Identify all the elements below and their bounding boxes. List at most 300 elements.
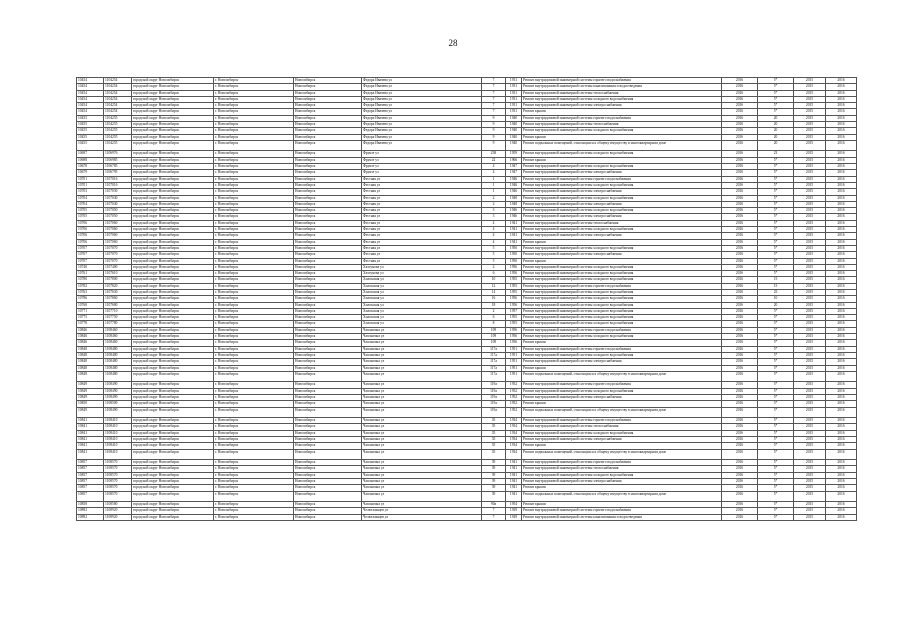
table-cell: 5* — [758, 382, 794, 388]
table-cell: городской округ Новосибирск — [132, 277, 214, 283]
table-cell: г. Новосибирск — [214, 334, 294, 340]
table-cell: 2016 — [722, 252, 758, 258]
table-cell: Ремонт внутридомовой инженерной системы теплоснабжения — [522, 424, 722, 430]
table-cell: 10455 — [77, 140, 104, 151]
table-cell: 5* — [758, 208, 794, 214]
table-row — [77, 371, 857, 382]
table-cell: Ремонт внутридомовой инженерной системы холодного водоснабжения — [522, 277, 722, 283]
table-cell: 2016 — [826, 472, 857, 478]
table-cell: г. Новосибирск — [214, 418, 294, 424]
table-cell: Чаплыгина ул — [362, 443, 482, 449]
table-cell: Ремонт внутридомовой инженерной системы холодного водоснабжения — [522, 195, 722, 201]
table-cell: 10780 — [77, 277, 104, 283]
table-cell: 5* — [758, 258, 794, 264]
table-cell: 2015 — [794, 164, 826, 170]
table-cell: 5* — [758, 443, 794, 449]
table-cell: г. Новосибирск — [214, 227, 294, 233]
table-cell: 2015 — [794, 239, 826, 245]
table-cell: г. Новосибирск — [214, 245, 294, 251]
table-cell: 10849 — [77, 382, 104, 388]
table-cell: 7 — [482, 103, 506, 109]
table-cell: 1107780 — [104, 321, 132, 327]
table-cell: Ремонт внутридомовой инженерной системы электроснабжения — [522, 201, 722, 207]
table-cell: 18 — [482, 302, 506, 308]
table-cell: Ремонт внутридомовой инженерной системы холодного водоснабжения — [522, 315, 722, 321]
table-cell: Новосибирск — [294, 430, 362, 436]
table-cell: Хилокская ул — [362, 321, 482, 327]
table-cell: 2016 — [722, 164, 758, 170]
table-cell: 5* — [758, 460, 794, 466]
table-cell: 5* — [758, 424, 794, 430]
table-cell: г. Новосибирск — [214, 122, 294, 128]
table-cell: городской округ Новосибирск — [132, 359, 214, 365]
table-cell: Федора Ивачева ул — [362, 122, 482, 128]
table-cell: Новосибирск — [294, 401, 362, 407]
table-cell: 2016 — [826, 315, 857, 321]
table-cell: Новосибирск — [294, 128, 362, 134]
table-cell: 2016 — [722, 508, 758, 514]
table-cell: Ремонт внутридомовой инженерной системы холодного водоснабжения — [522, 290, 722, 296]
table-cell: Ремонт крыши — [522, 485, 722, 491]
table-cell: 10849 — [77, 407, 104, 418]
table-cell: Новосибирск — [294, 252, 362, 258]
table-cell: 2016 — [722, 371, 758, 382]
table-cell: Чаплыгина ул — [362, 485, 482, 491]
table-cell: 2015 — [794, 109, 826, 115]
table-cell: 2016 — [826, 401, 857, 407]
table-cell: 1946 — [506, 182, 522, 188]
table-cell: 2016 — [722, 283, 758, 289]
table-cell: 2016 — [722, 90, 758, 96]
table-cell: Фрунзе ул — [362, 151, 482, 157]
table-cell: Ремонт внутридомовой инженерной системы канализования и водоотведения — [522, 514, 722, 520]
table-cell: 10848 — [77, 365, 104, 371]
table-cell: Ремонт внутридомовой инженерной системы теплоснабжения — [522, 122, 722, 128]
table-cell: 10841 — [77, 436, 104, 442]
table-cell: 2016 — [826, 382, 857, 388]
table-cell: 5* — [758, 157, 794, 163]
table-cell: 1106795 — [104, 170, 132, 176]
table-cell: 2015 — [794, 78, 826, 84]
table-cell: Ремонт внутридомовой инженерной системы холодного водоснабжения — [522, 182, 722, 188]
table-cell: городской округ Новосибирск — [132, 502, 214, 508]
table-cell: Новосибирск — [294, 485, 362, 491]
table-cell: 20 — [758, 115, 794, 121]
table-cell: Фестная ул — [362, 176, 482, 182]
table-cell: 2016 — [722, 388, 758, 394]
table-cell: 10849 — [77, 394, 104, 400]
table-cell: 2016 — [826, 290, 857, 296]
table-cell: 10678 — [77, 164, 104, 170]
table-cell: Чаплыгина ул — [362, 472, 482, 478]
table-cell: 2015 — [794, 308, 826, 314]
table-cell: 2016 — [826, 514, 857, 520]
table-cell: 117а — [482, 346, 506, 352]
table-cell: 1 — [482, 182, 506, 188]
table-cell: 2016 — [722, 315, 758, 321]
table-cell: Фестная ул — [362, 214, 482, 220]
table-cell: 1107040 — [104, 195, 132, 201]
table-cell: 1929 — [506, 514, 522, 520]
table-cell: 2016 — [722, 84, 758, 90]
table-cell: Новосибирск — [294, 201, 362, 207]
table-cell: 2016 — [722, 96, 758, 102]
table-cell: 1108480 — [104, 352, 132, 358]
table-cell: Новосибирск — [294, 151, 362, 157]
table-cell: 2016 — [826, 485, 857, 491]
table-cell: 1946 — [506, 176, 522, 182]
table-cell: Федора Ивачева ул — [362, 140, 482, 151]
table-cell: 10706 — [77, 233, 104, 239]
table-cell: Новосибирск — [294, 176, 362, 182]
table-cell: 2015 — [794, 334, 826, 340]
table-cell: Новосибирск — [294, 502, 362, 508]
table-cell: 1107400 — [104, 264, 132, 270]
table-cell: 2016 — [826, 103, 857, 109]
table-cell: 2016 — [826, 371, 857, 382]
table-cell: 1950 — [506, 258, 522, 264]
table-cell: 2016 — [826, 352, 857, 358]
table-cell: 2016 — [722, 321, 758, 327]
table-cell: 1934 — [506, 443, 522, 449]
table-cell: Новосибирск — [294, 424, 362, 430]
table-cell: Новосибирск — [294, 365, 362, 371]
table-cell: 1108480 — [104, 346, 132, 352]
table-cell: Фестная ул — [362, 201, 482, 207]
table-cell: городской округ Новосибирск — [132, 252, 214, 258]
table-cell: городской округ Новосибирск — [132, 90, 214, 96]
table-cell: городской округ Новосибирск — [132, 176, 214, 182]
table-cell: Новосибирск — [294, 115, 362, 121]
table-cell: Новосибирск — [294, 394, 362, 400]
table-cell: 1941 — [506, 233, 522, 239]
table-cell: 5* — [758, 220, 794, 226]
table-cell: Ремонт внутридомовой инженерной системы холодного водоснабжения — [522, 271, 722, 277]
table-cell: г. Новосибирск — [214, 271, 294, 277]
table-cell: 2016 — [722, 443, 758, 449]
table-cell: 10706 — [77, 227, 104, 233]
table-cell: 2015 — [794, 430, 826, 436]
table-cell: 12 — [482, 283, 506, 289]
table-cell: городской округ Новосибирск — [132, 140, 214, 151]
table-cell: Чаплыгина ул — [362, 401, 482, 407]
table-cell: 1941 — [506, 220, 522, 226]
table-cell: 1956 — [506, 340, 522, 346]
table-cell: г. Новосибирск — [214, 449, 294, 460]
table-cell: 10 — [758, 296, 794, 302]
table-cell: 10848 — [77, 371, 104, 382]
table-cell: 14 — [482, 290, 506, 296]
table-cell: г. Новосибирск — [214, 365, 294, 371]
table-cell: 1108480 — [104, 359, 132, 365]
table-cell: 10775 — [77, 315, 104, 321]
table-cell: Новосибирск — [294, 315, 362, 321]
table-cell: Новосибирск — [294, 491, 362, 502]
table-cell: 1107060 — [104, 233, 132, 239]
table-cell: 2016 — [826, 296, 857, 302]
table-cell: г. Новосибирск — [214, 315, 294, 321]
table-cell: городской округ Новосибирск — [132, 233, 214, 239]
table-cell: 2016 — [826, 277, 857, 283]
table-cell: 1931 — [506, 78, 522, 84]
table-cell: городской округ Новосибирск — [132, 103, 214, 109]
table-cell: г. Новосибирск — [214, 478, 294, 484]
table-cell: Фестная ул — [362, 182, 482, 188]
table-cell: 1107060 — [104, 227, 132, 233]
table-cell: 109 — [482, 327, 506, 333]
table-cell: 1104254 — [104, 84, 132, 90]
table-cell: 2015 — [794, 371, 826, 382]
table-cell: Новосибирск — [294, 214, 362, 220]
table-cell: 1934 — [506, 424, 522, 430]
table-cell: 2015 — [794, 258, 826, 264]
table-cell: 6 — [482, 271, 506, 277]
table-cell: 2016 — [722, 430, 758, 436]
table-cell: Ремонт внутридомовой инженерной системы электроснабжения — [522, 214, 722, 220]
table-cell: 2015 — [794, 302, 826, 308]
table-cell: 1934 — [506, 436, 522, 442]
table-cell: 2016 — [722, 157, 758, 163]
table-cell: 1107800 — [104, 277, 132, 283]
table-cell: 1952 — [506, 388, 522, 394]
table-cell: 1107750 — [104, 315, 132, 321]
table-cell: 1108490 — [104, 388, 132, 394]
table-cell: 2016 — [722, 478, 758, 484]
table-cell: 2015 — [794, 283, 826, 289]
table-cell: 1941 — [506, 491, 522, 502]
table-cell: г. Новосибирск — [214, 208, 294, 214]
table-cell: 10454 — [77, 84, 104, 90]
table-cell: Новосибирск — [294, 352, 362, 358]
table-cell: 5* — [758, 352, 794, 358]
table-cell: 10701 — [77, 176, 104, 182]
table-cell: г. Новосибирск — [214, 134, 294, 140]
table-cell: городской округ Новосибирск — [132, 340, 214, 346]
table-cell: 1941 — [506, 239, 522, 245]
table-cell: 1955 — [506, 290, 522, 296]
table-cell: 5* — [758, 514, 794, 520]
table-row — [77, 491, 857, 502]
table-cell: 1966 — [506, 157, 522, 163]
table-cell: 5* — [758, 103, 794, 109]
table-cell: 2016 — [826, 115, 857, 121]
table-cell: 2015 — [794, 208, 826, 214]
table-cell: 10454 — [77, 109, 104, 115]
table-cell: 5* — [758, 233, 794, 239]
table-cell: 1940 — [506, 140, 522, 151]
table-cell: 2015 — [794, 436, 826, 442]
table-cell: г. Новосибирск — [214, 508, 294, 514]
table-cell: 117а — [482, 365, 506, 371]
table-cell: г. Новосибирск — [214, 346, 294, 352]
table-cell: 5* — [758, 478, 794, 484]
table-cell: 2015 — [794, 466, 826, 472]
table-cell: 2016 — [722, 245, 758, 251]
table-cell: 10697 — [77, 151, 104, 157]
table-cell: 7 — [482, 514, 506, 520]
table-cell: 1934 — [506, 449, 522, 460]
table-cell: 2 — [482, 201, 506, 207]
table-cell: Ремонт подвальных помещений, относящихся к общему имуществу в многоквартирном доме — [522, 140, 722, 151]
table-cell: 39 — [482, 491, 506, 502]
table-cell: Ремонт внутридомовой инженерной системы холодного водоснабжения — [522, 264, 722, 270]
table-cell: 5* — [758, 308, 794, 314]
table-cell: 2016 — [722, 115, 758, 121]
table-cell: 2015 — [794, 176, 826, 182]
table-cell: 2015 — [794, 346, 826, 352]
table-cell: Ремонт внутридомовой инженерной системы электроснабжения — [522, 394, 722, 400]
table-cell: 2016 — [722, 220, 758, 226]
table-cell: Новосибирск — [294, 245, 362, 251]
table-cell: 2016 — [722, 302, 758, 308]
table-cell: Ремонт внутридомовой инженерной системы электроснабжения — [522, 436, 722, 442]
table-cell: 2016 — [826, 134, 857, 140]
table-cell: 35 — [482, 418, 506, 424]
table-cell: 2016 — [722, 407, 758, 418]
table-cell: г. Новосибирск — [214, 189, 294, 195]
table-cell: Федора Ивачева ул — [362, 78, 482, 84]
table-cell: 10892 — [77, 514, 104, 520]
table-cell: 2015 — [794, 245, 826, 251]
table-cell: Чаплыгина ул — [362, 407, 482, 418]
table-cell: 2015 — [794, 321, 826, 327]
table-cell: 1 — [482, 189, 506, 195]
table-cell: 2015 — [794, 252, 826, 258]
table-cell: 10782 — [77, 283, 104, 289]
table-cell: городской округ Новосибирск — [132, 109, 214, 115]
table-cell: 90а — [482, 502, 506, 508]
table-cell: Ремонт внутридомовой инженерной системы горячего водоснабжения — [522, 327, 722, 333]
table-cell: 10701 — [77, 182, 104, 188]
table-cell: 5* — [758, 371, 794, 382]
table-cell: 1107710 — [104, 308, 132, 314]
table-cell: 10454 — [77, 90, 104, 96]
table-cell: 2 — [482, 195, 506, 201]
table-cell: 2015 — [794, 382, 826, 388]
table-cell: 2016 — [826, 327, 857, 333]
table-cell: 1956 — [506, 327, 522, 333]
table-cell: 10707 — [77, 258, 104, 264]
table-cell: 5* — [758, 472, 794, 478]
table-cell: 1104254 — [104, 78, 132, 84]
table-cell: г. Новосибирск — [214, 436, 294, 442]
table-cell: 1108580 — [104, 502, 132, 508]
table-cell: 10857 — [77, 460, 104, 466]
table-cell: 10455 — [77, 128, 104, 134]
table-cell: Ремонт внутридомовой инженерной системы холодного водоснабжения — [522, 321, 722, 327]
table-cell: 2015 — [794, 514, 826, 520]
table-cell: 1108460 — [104, 334, 132, 340]
table-cell: 1107050 — [104, 214, 132, 220]
table-cell: Новосибирск — [294, 508, 362, 514]
table-cell: Чаплыгина ул — [362, 460, 482, 466]
table-cell: 39 — [482, 460, 506, 466]
table-cell: 1955 — [506, 283, 522, 289]
table-cell: 1108410 — [104, 443, 132, 449]
table-cell: 10857 — [77, 466, 104, 472]
table-cell: 2016 — [826, 264, 857, 270]
table-cell: 2016 — [722, 264, 758, 270]
table-cell: Чаплыгина ул — [362, 340, 482, 346]
table-cell: 2016 — [722, 382, 758, 388]
table-cell: 1940 — [506, 128, 522, 134]
table-cell: 1104254 — [104, 90, 132, 96]
table-cell: Новосибирск — [294, 264, 362, 270]
table-cell: 2016 — [722, 365, 758, 371]
table-cell: 2016 — [826, 491, 857, 502]
table-cell: Новосибирск — [294, 220, 362, 226]
table-cell: 2016 — [826, 418, 857, 424]
table-cell: 2016 — [826, 424, 857, 430]
table-cell: 2016 — [826, 140, 857, 151]
table-cell: Новосибирск — [294, 208, 362, 214]
table-cell: 2016 — [826, 388, 857, 394]
table-cell: 9 — [482, 134, 506, 140]
table-cell: Ремонт внутридомовой инженерной системы холодного водоснабжения — [522, 472, 722, 478]
table-cell: Фрунзе ул — [362, 157, 482, 163]
table-cell: Ремонт внутридомовой инженерной системы холодного водоснабжения — [522, 151, 722, 157]
table-cell: городской округ Новосибирск — [132, 134, 214, 140]
table-cell: Ремонт внутридомовой инженерной системы горячего водоснабжения — [522, 283, 722, 289]
table-cell: 7 — [482, 508, 506, 514]
table-cell: 10771 — [77, 308, 104, 314]
table-cell: городской округ Новосибирск — [132, 394, 214, 400]
table-cell: г. Новосибирск — [214, 308, 294, 314]
table-cell: 5* — [758, 109, 794, 115]
table-cell: 5* — [758, 252, 794, 258]
table-cell: 1952 — [506, 407, 522, 418]
table-cell: 2016 — [826, 346, 857, 352]
table-cell: Новосибирск — [294, 84, 362, 90]
table-cell: 1934 — [506, 418, 522, 424]
table-cell: 10705 — [77, 214, 104, 220]
table-cell: 119а — [482, 401, 506, 407]
table-cell: 109 — [482, 334, 506, 340]
table-cell: Федора Ивачева ул — [362, 90, 482, 96]
table-cell: 10706 — [77, 239, 104, 245]
table-cell: 1931 — [506, 109, 522, 115]
table-cell: Чаплыгина ул — [362, 382, 482, 388]
table-cell: 1104255 — [104, 122, 132, 128]
table-cell: Ремонт внутридомовой инженерной системы холодного водоснабжения — [522, 96, 722, 102]
table-cell: 109 — [482, 340, 506, 346]
table-cell: Хахтунова ул — [362, 264, 482, 270]
table-cell: городской округ Новосибирск — [132, 346, 214, 352]
table-cell: 39 — [482, 478, 506, 484]
table-cell: 10454 — [77, 78, 104, 84]
table-cell: Ремонт внутридомовой инженерной системы холодного водоснабжения — [522, 245, 722, 251]
table-cell: городской округ Новосибирск — [132, 478, 214, 484]
table-cell: 2016 — [722, 258, 758, 264]
table-cell: 2016 — [722, 401, 758, 407]
table-cell: 1108570 — [104, 460, 132, 466]
table-cell: Фрунзе ул — [362, 170, 482, 176]
table-cell: 7 — [482, 109, 506, 115]
table-cell: 2016 — [826, 302, 857, 308]
table-cell: 5* — [758, 491, 794, 502]
table-cell: 2016 — [826, 182, 857, 188]
table-cell: городской округ Новосибирск — [132, 189, 214, 195]
table-cell: Ремонт внутридомовой инженерной системы теплоснабжения — [522, 466, 722, 472]
table-cell: Ремонт внутридомовой инженерной системы холодного водоснабжения — [522, 208, 722, 214]
table-cell: 2015 — [794, 502, 826, 508]
table-cell: 7 — [482, 96, 506, 102]
table-cell: 2016 — [826, 84, 857, 90]
table-cell: г. Новосибирск — [214, 164, 294, 170]
table-cell: Новосибирск — [294, 157, 362, 163]
table-cell: 2016 — [722, 109, 758, 115]
table-cell: 5* — [758, 189, 794, 195]
